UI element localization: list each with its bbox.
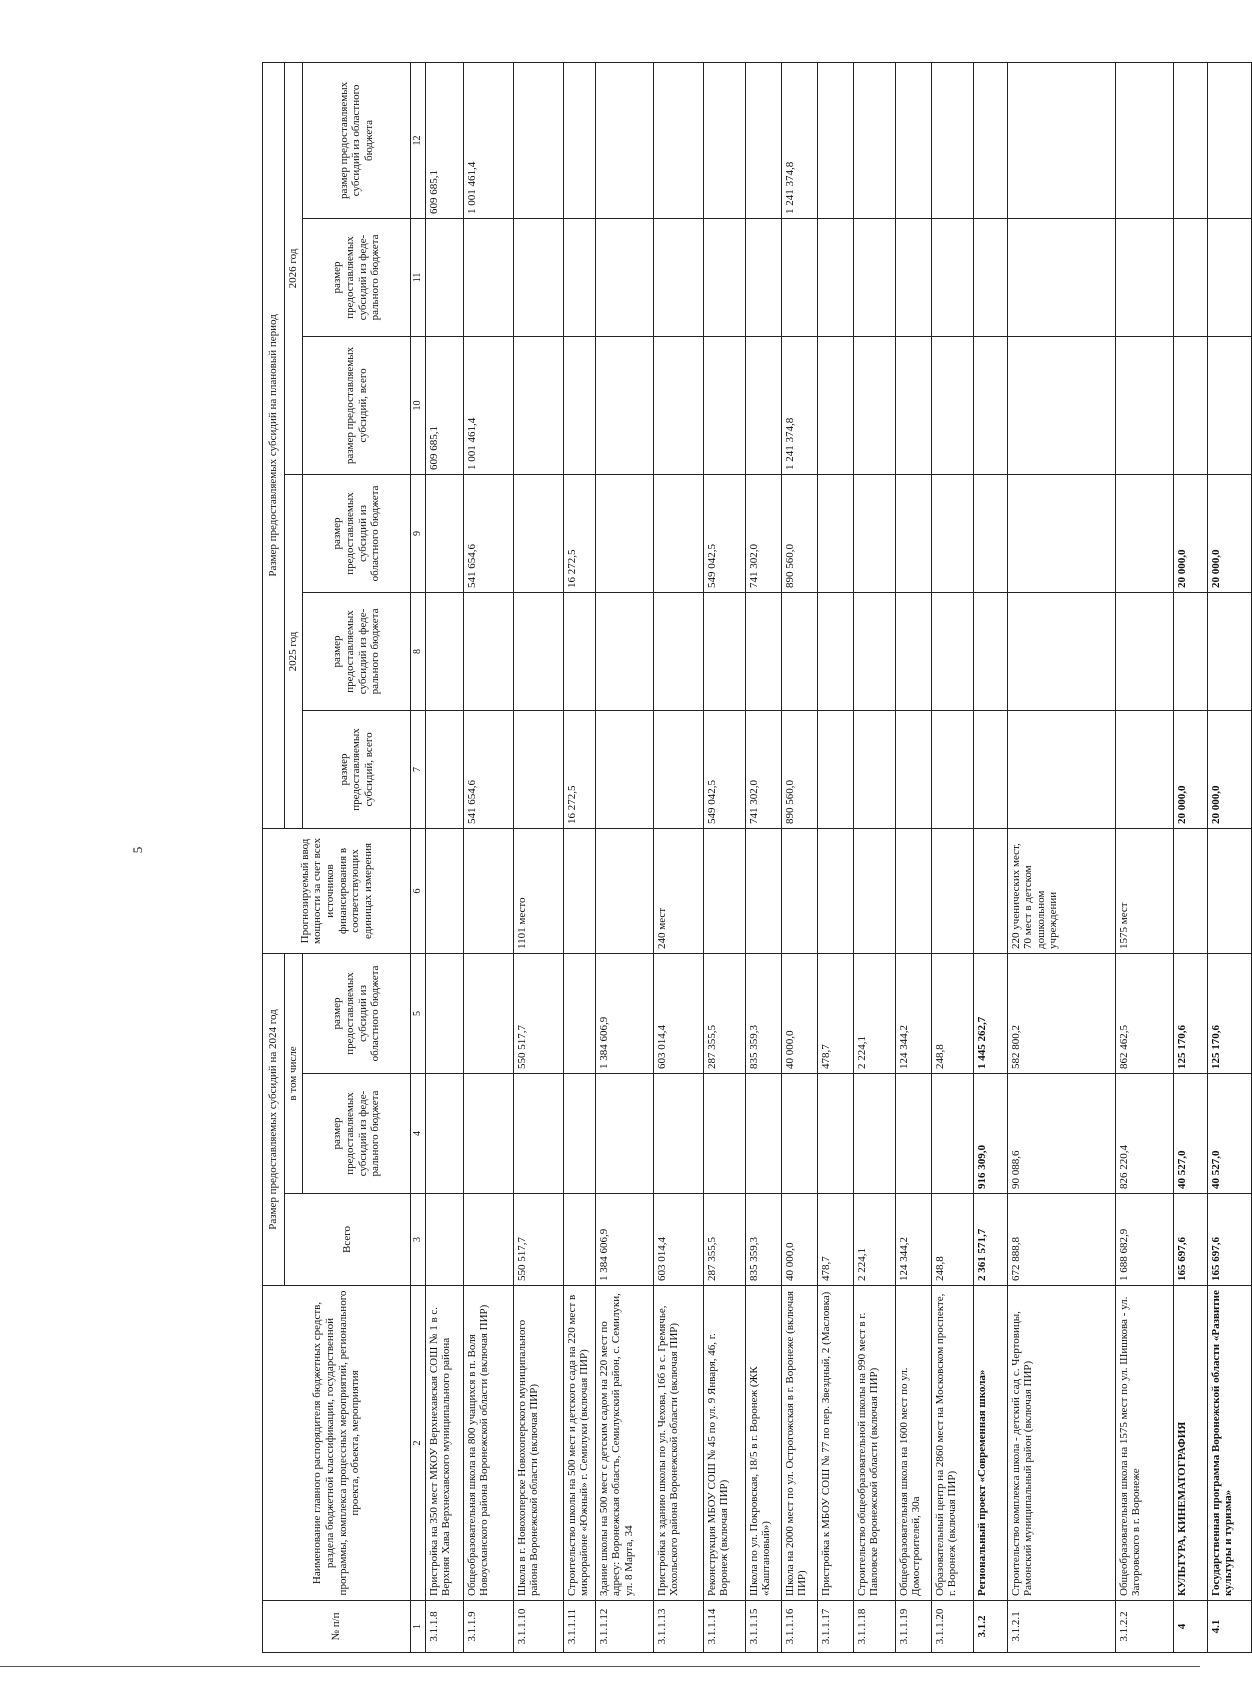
row-value (425, 1074, 463, 1194)
row-value (931, 710, 973, 828)
row-value (1115, 62, 1173, 218)
table-row (1207, 62, 1251, 1652)
row-value (853, 710, 895, 828)
row-value (853, 1074, 895, 1194)
row-value (781, 1074, 817, 1194)
row-value (653, 710, 703, 828)
row-value (703, 218, 745, 336)
row-value (745, 336, 781, 474)
row-number: 3.1.1.19 (895, 1601, 931, 1653)
row-value: 609 685,1 (425, 62, 463, 218)
row-value (653, 1074, 703, 1194)
col-number: 9 (411, 474, 426, 592)
row-value: 478,7 (817, 953, 853, 1073)
row-value: 20 000,0 (1207, 710, 1251, 828)
row-value: 890 560,0 (781, 710, 817, 828)
row-value (595, 218, 653, 336)
header-year-2026: 2026 год (285, 62, 303, 474)
table-row (463, 62, 513, 1652)
row-value: 672 888,8 (1007, 1194, 1115, 1286)
row-value: 549 042,5 (703, 474, 745, 592)
row-value: 835 359,3 (745, 953, 781, 1073)
row-value: 287 355,5 (703, 953, 745, 1073)
col-number: 12 (411, 62, 426, 218)
row-value: 40 000,0 (781, 1194, 817, 1286)
row-value (513, 1074, 563, 1194)
row-value (931, 1074, 973, 1194)
row-number: 3.1.1.13 (653, 1601, 703, 1653)
row-value (973, 710, 1007, 828)
row-number: 3.1.1.8 (425, 1601, 463, 1653)
row-value: 550 517,7 (513, 953, 563, 1073)
row-number: 3.1.1.14 (703, 1601, 745, 1653)
row-value: 541 654,6 (463, 474, 513, 592)
col-number: 10 (411, 336, 426, 474)
row-value (513, 336, 563, 474)
row-value (931, 592, 973, 710)
row-value (425, 218, 463, 336)
table-row (853, 62, 895, 1652)
row-value (781, 592, 817, 710)
row-name: Школа на 2000 мест по ул. Острогожская в г. Воронеже (включая ПИР) (781, 1286, 817, 1601)
header-group-2024: Размер предоставляемых субсидий на 2024 год (263, 953, 285, 1285)
table-row (1115, 62, 1173, 1652)
row-value (817, 336, 853, 474)
row-value (973, 336, 1007, 474)
header-fed-2025: размер предоставляемых субсидий из феде-рального бюджета (303, 592, 411, 710)
row-value (463, 1194, 513, 1286)
header-reg-2026: размер предоставляемых субсидий из областного бюджета (303, 62, 411, 218)
subsidy-table (262, 62, 1252, 1653)
row-value (745, 62, 781, 218)
header-reg-2025: размер предоставляемых субсидий из областного бюджета (303, 474, 411, 592)
row-number: 4 (1173, 1601, 1207, 1653)
row-value (745, 828, 781, 953)
row-name: Региональный проект «Современная школа» (973, 1286, 1007, 1601)
row-value (853, 474, 895, 592)
table-row (895, 62, 931, 1652)
row-value: 40 527,0 (1173, 1074, 1207, 1194)
row-value (853, 62, 895, 218)
row-value (1115, 218, 1173, 336)
row-value (703, 62, 745, 218)
row-value: 248,8 (931, 953, 973, 1073)
row-value (563, 592, 595, 710)
row-number: 3.1.1.20 (931, 1601, 973, 1653)
row-value (1207, 62, 1251, 218)
row-value (425, 710, 463, 828)
row-value: 603 014,4 (653, 1194, 703, 1286)
row-value: 2 361 571,7 (973, 1194, 1007, 1286)
row-value (1207, 828, 1251, 953)
row-name: Строительство общеобразовательной школы на 990 мест в г. Павловске Воронежской области (включая ПИР) (853, 1286, 895, 1601)
row-value: 478,7 (817, 1194, 853, 1286)
row-value (703, 336, 745, 474)
col-number: 2 (411, 1286, 426, 1601)
row-name: Строительство школы на 500 мест и детского сада на 220 мест в микрорайоне «Южный» г. Семилуки (включая ПИР) (563, 1286, 595, 1601)
row-value (973, 828, 1007, 953)
row-value (973, 62, 1007, 218)
row-number: 3.1.2.2 (1115, 1601, 1173, 1653)
row-value (853, 336, 895, 474)
row-value: 835 359,3 (745, 1194, 781, 1286)
row-value (1007, 474, 1115, 592)
table-row (563, 62, 595, 1652)
row-value: 741 302,0 (745, 710, 781, 828)
row-name: Государственная программа Воронежской области «Развитие культуры и туризма» (1207, 1286, 1251, 1601)
row-value: 1 001 461,4 (463, 336, 513, 474)
col-number: 11 (411, 218, 426, 336)
header-total: Всего (285, 1194, 411, 1286)
row-value: 248,8 (931, 1194, 973, 1286)
row-value (563, 1074, 595, 1194)
row-value (563, 218, 595, 336)
row-value: 862 462,5 (1115, 953, 1173, 1073)
row-value (895, 218, 931, 336)
row-value (653, 218, 703, 336)
row-name: Пристройка к МБОУ СОШ № 77 по пер. Звездный, 2 (Масловка) (817, 1286, 853, 1601)
row-value: 124 344,2 (895, 1194, 931, 1286)
row-value (1007, 218, 1115, 336)
row-value: 826 220,4 (1115, 1074, 1173, 1194)
row-value (931, 336, 973, 474)
row-value (1115, 710, 1173, 828)
row-value: 125 170,6 (1207, 953, 1251, 1073)
row-value (781, 218, 817, 336)
row-number: 3.1.1.11 (563, 1601, 595, 1653)
row-name: Строительство комплекса школа - детский сад с. Чертовицы, Рамонский муниципальный район (включая ПИР) (1007, 1286, 1115, 1601)
row-value: 1 384 606,9 (595, 1194, 653, 1286)
row-value (931, 218, 973, 336)
row-value (425, 953, 463, 1073)
col-number: 1 (411, 1601, 426, 1653)
row-value (853, 218, 895, 336)
row-value: 125 170,6 (1173, 953, 1207, 1073)
row-value: 40 000,0 (781, 953, 817, 1073)
row-value (931, 828, 973, 953)
row-value (463, 592, 513, 710)
table-row (513, 62, 563, 1652)
row-value (703, 592, 745, 710)
row-number: 3.1.1.16 (781, 1601, 817, 1653)
table-row (595, 62, 653, 1652)
row-value (1173, 218, 1207, 336)
row-value: 287 355,5 (703, 1194, 745, 1286)
row-value (895, 1074, 931, 1194)
row-value (513, 474, 563, 592)
row-value: 220 ученических мест, 70 мест в детском дошкольном учреждении (1007, 828, 1115, 953)
row-value (653, 592, 703, 710)
row-value: 609 685,1 (425, 336, 463, 474)
table-row (1007, 62, 1115, 1652)
row-number: 3.1.2 (973, 1601, 1007, 1653)
row-value (595, 592, 653, 710)
row-number: 3.1.1.12 (595, 1601, 653, 1653)
row-value: 603 014,4 (653, 953, 703, 1073)
row-value (745, 218, 781, 336)
header-name: Наименование главного распорядителя бюджетных средств, раздела бюджетной классификации, государственной программы, комплекса процессных мероприятий, регионального проекта, объекта, мероприятия (263, 1286, 411, 1601)
table-row (973, 62, 1007, 1652)
row-value (1173, 336, 1207, 474)
row-value (895, 592, 931, 710)
row-value (703, 1074, 745, 1194)
row-value (595, 1074, 653, 1194)
row-value (1207, 218, 1251, 336)
row-name: Общеобразовательная школа на 1600 мест по ул. Домостроителей, 30а (895, 1286, 931, 1601)
table-row (653, 62, 703, 1652)
header-total-2025: размер предоставляемых субсидий, всего (303, 710, 411, 828)
bottom-rule (0, 1666, 1200, 1667)
row-value (817, 592, 853, 710)
row-value: 582 800,2 (1007, 953, 1115, 1073)
header-group-plan: Размер предоставляемых субсидий на плановый период (263, 62, 285, 828)
row-value (931, 62, 973, 218)
row-value: 1575 мест (1115, 828, 1173, 953)
rotated-table-container (262, 63, 1235, 1653)
row-value: 165 697,6 (1207, 1194, 1251, 1286)
row-value: 20 000,0 (1173, 474, 1207, 592)
row-value (817, 218, 853, 336)
row-name: Пристройка к зданию школы по ул. Чехова, 16б в с. Гремячье, Хохольского района Воронежской области (включая ПИР) (653, 1286, 703, 1601)
header-in-that: в том числе (285, 953, 303, 1193)
header-total-2026: размер предоставляемых субсидий, всего (303, 336, 411, 474)
row-number: 4.1 (1207, 1601, 1251, 1653)
row-value (1173, 592, 1207, 710)
row-value (817, 710, 853, 828)
row-value (513, 710, 563, 828)
row-value: 1 001 461,4 (463, 62, 513, 218)
row-value (817, 62, 853, 218)
table-row (425, 62, 463, 1652)
row-value: 890 560,0 (781, 474, 817, 592)
row-value (895, 710, 931, 828)
row-value (595, 62, 653, 218)
row-value (895, 828, 931, 953)
row-value (463, 1074, 513, 1194)
row-value: 165 697,6 (1173, 1194, 1207, 1286)
row-value (853, 828, 895, 953)
row-value (1207, 592, 1251, 710)
col-number: 8 (411, 592, 426, 710)
row-number: 3.1.1.15 (745, 1601, 781, 1653)
row-value: 1101 место (513, 828, 563, 953)
row-value (563, 828, 595, 953)
row-value (563, 336, 595, 474)
row-value: 741 302,0 (745, 474, 781, 592)
row-name: Здание школы на 500 мест с детским садом на 220 мест по адресу: Воронежская область, Семилукский район, с. Семилуки, ул. 8 Марта, 34 (595, 1286, 653, 1601)
table-row (931, 62, 973, 1652)
row-value (781, 828, 817, 953)
row-number: 3.1.1.9 (463, 1601, 513, 1653)
row-value (1007, 62, 1115, 218)
page-number: 5 (130, 846, 145, 854)
row-number: 3.1.1.10 (513, 1601, 563, 1653)
row-value (1007, 336, 1115, 474)
row-value (895, 474, 931, 592)
row-value (563, 1194, 595, 1286)
row-value (973, 474, 1007, 592)
row-value (817, 1074, 853, 1194)
col-number: 4 (411, 1074, 426, 1194)
row-value (653, 62, 703, 218)
row-value (653, 336, 703, 474)
row-value: 549 042,5 (703, 710, 745, 828)
row-value: 40 527,0 (1207, 1074, 1251, 1194)
row-value (563, 62, 595, 218)
table-row (745, 62, 781, 1652)
row-value: 20 000,0 (1207, 474, 1251, 592)
row-number: 3.1.1.17 (817, 1601, 853, 1653)
row-value (595, 828, 653, 953)
row-name: Школа в г. Новохоперске Новохоперского муниципального района Воронежской области (включая ПИР) (513, 1286, 563, 1601)
row-name: КУЛЬТУРА, КИНЕМАТОГРАФИЯ (1173, 1286, 1207, 1601)
row-value: 124 344,2 (895, 953, 931, 1073)
row-value: 2 224,1 (853, 953, 895, 1073)
row-value (463, 828, 513, 953)
row-value (703, 828, 745, 953)
row-value (895, 336, 931, 474)
col-number: 5 (411, 953, 426, 1073)
row-value (745, 1074, 781, 1194)
header-capacity: Прогнозируемый ввод мощности за счет всех источников финансирования в соответствующих единицах измерения (263, 828, 411, 953)
row-value (973, 592, 1007, 710)
row-value (853, 592, 895, 710)
row-value: 541 654,6 (463, 710, 513, 828)
row-value (513, 62, 563, 218)
row-value (1007, 592, 1115, 710)
row-value (745, 592, 781, 710)
col-number: 7 (411, 710, 426, 828)
row-value: 550 517,7 (513, 1194, 563, 1286)
row-value: 1 445 262,7 (973, 953, 1007, 1073)
table-row (781, 62, 817, 1652)
table-row (1173, 62, 1207, 1652)
row-number: 3.1.1.18 (853, 1601, 895, 1653)
row-value (1173, 62, 1207, 218)
row-value (653, 474, 703, 592)
row-number: 3.1.2.1 (1007, 1601, 1115, 1653)
row-value (513, 218, 563, 336)
row-value: 2 224,1 (853, 1194, 895, 1286)
row-value (1173, 828, 1207, 953)
row-value (1007, 710, 1115, 828)
row-value (463, 218, 513, 336)
row-name: Реконструкция МБОУ СОШ № 45 по ул. 9 Января, 46, г. Воронеж (включая ПИР) (703, 1286, 745, 1601)
row-value (895, 62, 931, 218)
row-name: Общеобразовательная школа на 1575 мест по ул. Шишкова - ул. Загоровского в г. Воронеже (1115, 1286, 1173, 1601)
table-row (817, 62, 853, 1652)
row-value: 16 272,5 (563, 710, 595, 828)
row-value (425, 592, 463, 710)
row-value: 90 088,6 (1007, 1074, 1115, 1194)
row-value (463, 953, 513, 1073)
row-value (817, 474, 853, 592)
table-body (425, 62, 1251, 1652)
col-number: 3 (411, 1194, 426, 1286)
row-value: 916 309,0 (973, 1074, 1007, 1194)
row-value (931, 474, 973, 592)
row-value (595, 710, 653, 828)
header-fed-2026: размер предоставляемых субсидий из феде-рального бюджета (303, 218, 411, 336)
row-value (425, 828, 463, 953)
row-value: 1 241 374,8 (781, 336, 817, 474)
row-value (595, 474, 653, 592)
row-value (595, 336, 653, 474)
row-value (817, 828, 853, 953)
row-value (425, 474, 463, 592)
row-value: 240 мест (653, 828, 703, 953)
header-reg-2024: размер предоставляемых субсидий из областного бюджета (303, 953, 411, 1073)
row-value: 1 241 374,8 (781, 62, 817, 218)
row-value (1115, 336, 1173, 474)
row-value: 20 000,0 (1173, 710, 1207, 828)
table-header (263, 62, 426, 1652)
row-name: Школа по ул. Покровская, 18/5 в г. Воронеж (ЖК «Каштановый») (745, 1286, 781, 1601)
row-value (1115, 592, 1173, 710)
row-value (563, 953, 595, 1073)
table-row (703, 62, 745, 1652)
row-value: 1 384 606,9 (595, 953, 653, 1073)
row-value (513, 592, 563, 710)
header-fed-2024: размер предоставляемых субсидий из феде-рального бюджета (303, 1074, 411, 1194)
row-value (425, 1194, 463, 1286)
row-value (973, 218, 1007, 336)
row-name: Общеобразовательная школа на 800 учащихся в п. Воля Новоусманского района Воронежской области (включая ПИР) (463, 1286, 513, 1601)
header-year-2025: 2025 год (285, 474, 303, 828)
row-value: 16 272,5 (563, 474, 595, 592)
col-number: 6 (411, 828, 426, 953)
row-value (1115, 474, 1173, 592)
row-value (1207, 336, 1251, 474)
row-value: 1 688 682,9 (1115, 1194, 1173, 1286)
row-name: Образовательный центр на 2860 мест на Московском проспекте, г. Воронеж (включая ПИР) (931, 1286, 973, 1601)
row-name: Пристройка на 350 мест МКОУ Верхнехавская СОШ № 1 в с. Верхняя Хава Верхнехавского муниципального района (425, 1286, 463, 1601)
header-num: № п/п (263, 1601, 411, 1653)
